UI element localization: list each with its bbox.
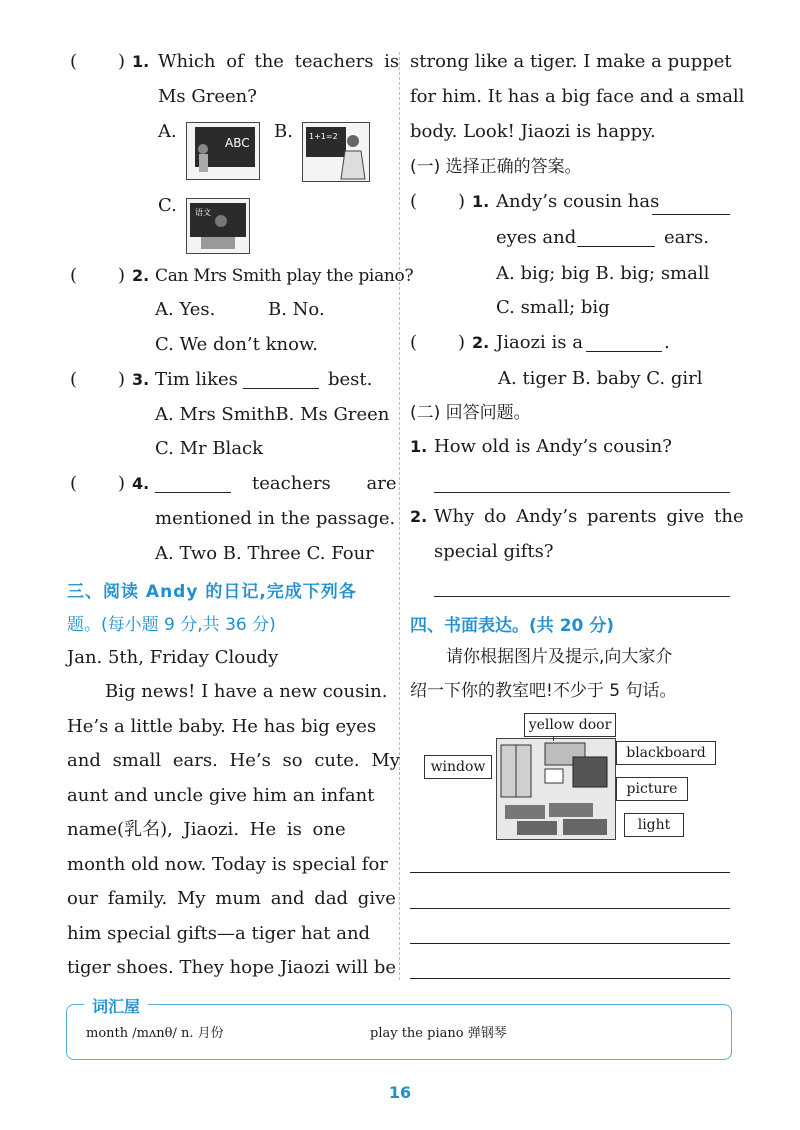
label-yellow-door: yellow door (524, 713, 616, 737)
r1-paren-open: ( (410, 191, 418, 212)
teacher-board-math-icon (303, 123, 369, 181)
writing-line[interactable] (410, 943, 730, 944)
q2-option-b: B. No. (268, 299, 325, 320)
q2-paren-close: ) (118, 265, 126, 286)
page-number: 16 (388, 1083, 412, 1102)
q1-option-a-picture (186, 122, 260, 180)
diary-line: He’s a little baby. He has big eyes (67, 715, 377, 737)
a1-number: 1. (410, 437, 428, 456)
r1-blank-1[interactable] (652, 196, 730, 215)
classroom-picture (496, 738, 616, 840)
r2-blank[interactable] (586, 333, 662, 352)
q4-blank[interactable] (155, 474, 231, 493)
q3-text-post: best. (328, 369, 373, 390)
teacher-board-abc-icon (187, 123, 259, 179)
diary-line: tiger shoes. They hope Jiaozi will be (67, 957, 397, 978)
label-picture: picture (616, 777, 688, 801)
a2-answer-line[interactable] (434, 596, 730, 597)
part1-title: (一) 选择正确的答案。 (410, 157, 582, 177)
a2-text: Why do Andy’s parents give the (434, 506, 744, 527)
a1-text: How old is Andy’s cousin? (434, 436, 672, 457)
diary-text-left (67, 680, 400, 991)
q4-paren-open: ( (70, 473, 78, 494)
q1-option-c-label: C. (158, 195, 177, 216)
q1-text: Which of the teachers is (158, 51, 400, 72)
r1-option-ab: A. big; big B. big; small (496, 263, 710, 284)
q4-number: 4. (132, 474, 150, 493)
label-light: light (624, 813, 684, 837)
writing-line[interactable] (410, 872, 730, 873)
q2-option-a: A. Yes. (155, 299, 216, 320)
r2-number: 2. (472, 333, 490, 352)
r1-text2-post: ears. (664, 227, 709, 248)
classroom-illustration-icon (497, 739, 615, 839)
section3-title: 三、阅读 Andy 的日记,完成下列各 (67, 582, 357, 602)
part2-title: (二) 回答问题。 (410, 403, 531, 423)
pic-b-board-text: 1+1=2 (309, 132, 338, 141)
section4-instruction-line2: 绍一下你的教室吧!不少于 5 句话。 (410, 681, 677, 701)
section4-title: 四、书面表达。(共 20 分) (410, 616, 615, 636)
vocab-item-piano: play the piano 弹钢琴 (370, 1026, 507, 1041)
q3-paren-close: ) (118, 369, 126, 390)
q1-option-b-picture (302, 122, 370, 182)
r1-blank-2[interactable] (577, 228, 655, 247)
q1-option-c-picture (186, 198, 250, 254)
pic-c-board-text: 语文 (195, 208, 211, 217)
q4-options: A. Two B. Three C. Four (155, 543, 374, 564)
diary-line: month old now. Today is special for (67, 853, 388, 875)
q1-paren-open: ( (70, 51, 78, 72)
q2-number: 2. (132, 266, 150, 285)
writing-line[interactable] (410, 908, 730, 909)
a2-text-line2: special gifts? (434, 541, 554, 562)
section4-instruction: 请你根据图片及提示,向大家介 (446, 647, 673, 667)
diary-text-right (410, 50, 745, 155)
r2-options: A. tiger B. baby C. girl (498, 368, 703, 389)
diary-line: him special gifts—a tiger hat and (67, 922, 371, 944)
diary-line: for him. It has a big face and a small (410, 86, 745, 107)
q2-option-c: C. We don’t know. (155, 334, 318, 355)
q4-text-line2: mentioned in the passage. (155, 508, 396, 529)
label-window: window (424, 755, 492, 779)
r2-paren-close: ) (458, 332, 466, 353)
r2-text-pre: Jiaozi is a (496, 332, 583, 353)
r2-paren-open: ( (410, 332, 418, 353)
r2-text-post: . (664, 332, 670, 353)
q2-paren-open: ( (70, 265, 78, 286)
q1-text-line2: Ms Green? (158, 86, 257, 107)
q1-number: 1. (132, 52, 150, 71)
vocab-title: 词汇屋 (84, 994, 148, 1017)
q3-option-ab: A. Mrs SmithB. Ms Green (155, 404, 390, 425)
q4-paren-close: ) (118, 473, 126, 494)
q3-option-c: C. Mr Black (155, 438, 264, 459)
diary-line: and small ears. He’s so cute. My (67, 750, 400, 771)
r1-text2-pre: eyes and (496, 227, 577, 248)
q3-text-pre: Tim likes (155, 369, 238, 390)
q1-paren-close: ) (118, 51, 126, 72)
q3-blank[interactable] (243, 370, 319, 389)
q3-number: 3. (132, 370, 150, 389)
q1-option-a-label: A. (158, 121, 177, 142)
diary-date: Jan. 5th, Friday Cloudy (67, 647, 279, 668)
diary-line: body. Look! Jiaozi is happy. (410, 121, 656, 142)
diary-line: strong like a tiger. I make a puppet (410, 51, 732, 72)
r1-number: 1. (472, 192, 490, 211)
r1-text-pre: Andy’s cousin has (496, 191, 660, 212)
writing-line[interactable] (410, 978, 730, 979)
diary-line: aunt and uncle give him an infant (67, 784, 375, 806)
q1-option-b-label: B. (274, 121, 293, 142)
a2-number: 2. (410, 507, 428, 526)
q2-text: Can Mrs Smith play the piano? (155, 266, 414, 286)
label-blackboard: blackboard (616, 741, 716, 765)
q3-paren-open: ( (70, 369, 78, 390)
diary-line: name(乳名), Jiaozi. He is one (67, 819, 346, 840)
vocab-item-month: month /mʌnθ/ n. 月份 (86, 1026, 224, 1041)
a1-answer-line[interactable] (434, 492, 730, 493)
teacher-board-chinese-icon (187, 199, 249, 253)
diary-line: our family. My mum and dad give (67, 888, 396, 909)
diary-line: Big news! I have a new cousin. (105, 681, 388, 702)
q4-text-post: teachers are (252, 473, 397, 494)
pic-a-board-text: ABC (225, 136, 250, 150)
r1-paren-close: ) (458, 191, 466, 212)
column-divider (399, 52, 400, 980)
r1-option-c: C. small; big (496, 297, 610, 318)
section3-title-line2: 题。(每小题 9 分,共 36 分) (67, 615, 276, 635)
